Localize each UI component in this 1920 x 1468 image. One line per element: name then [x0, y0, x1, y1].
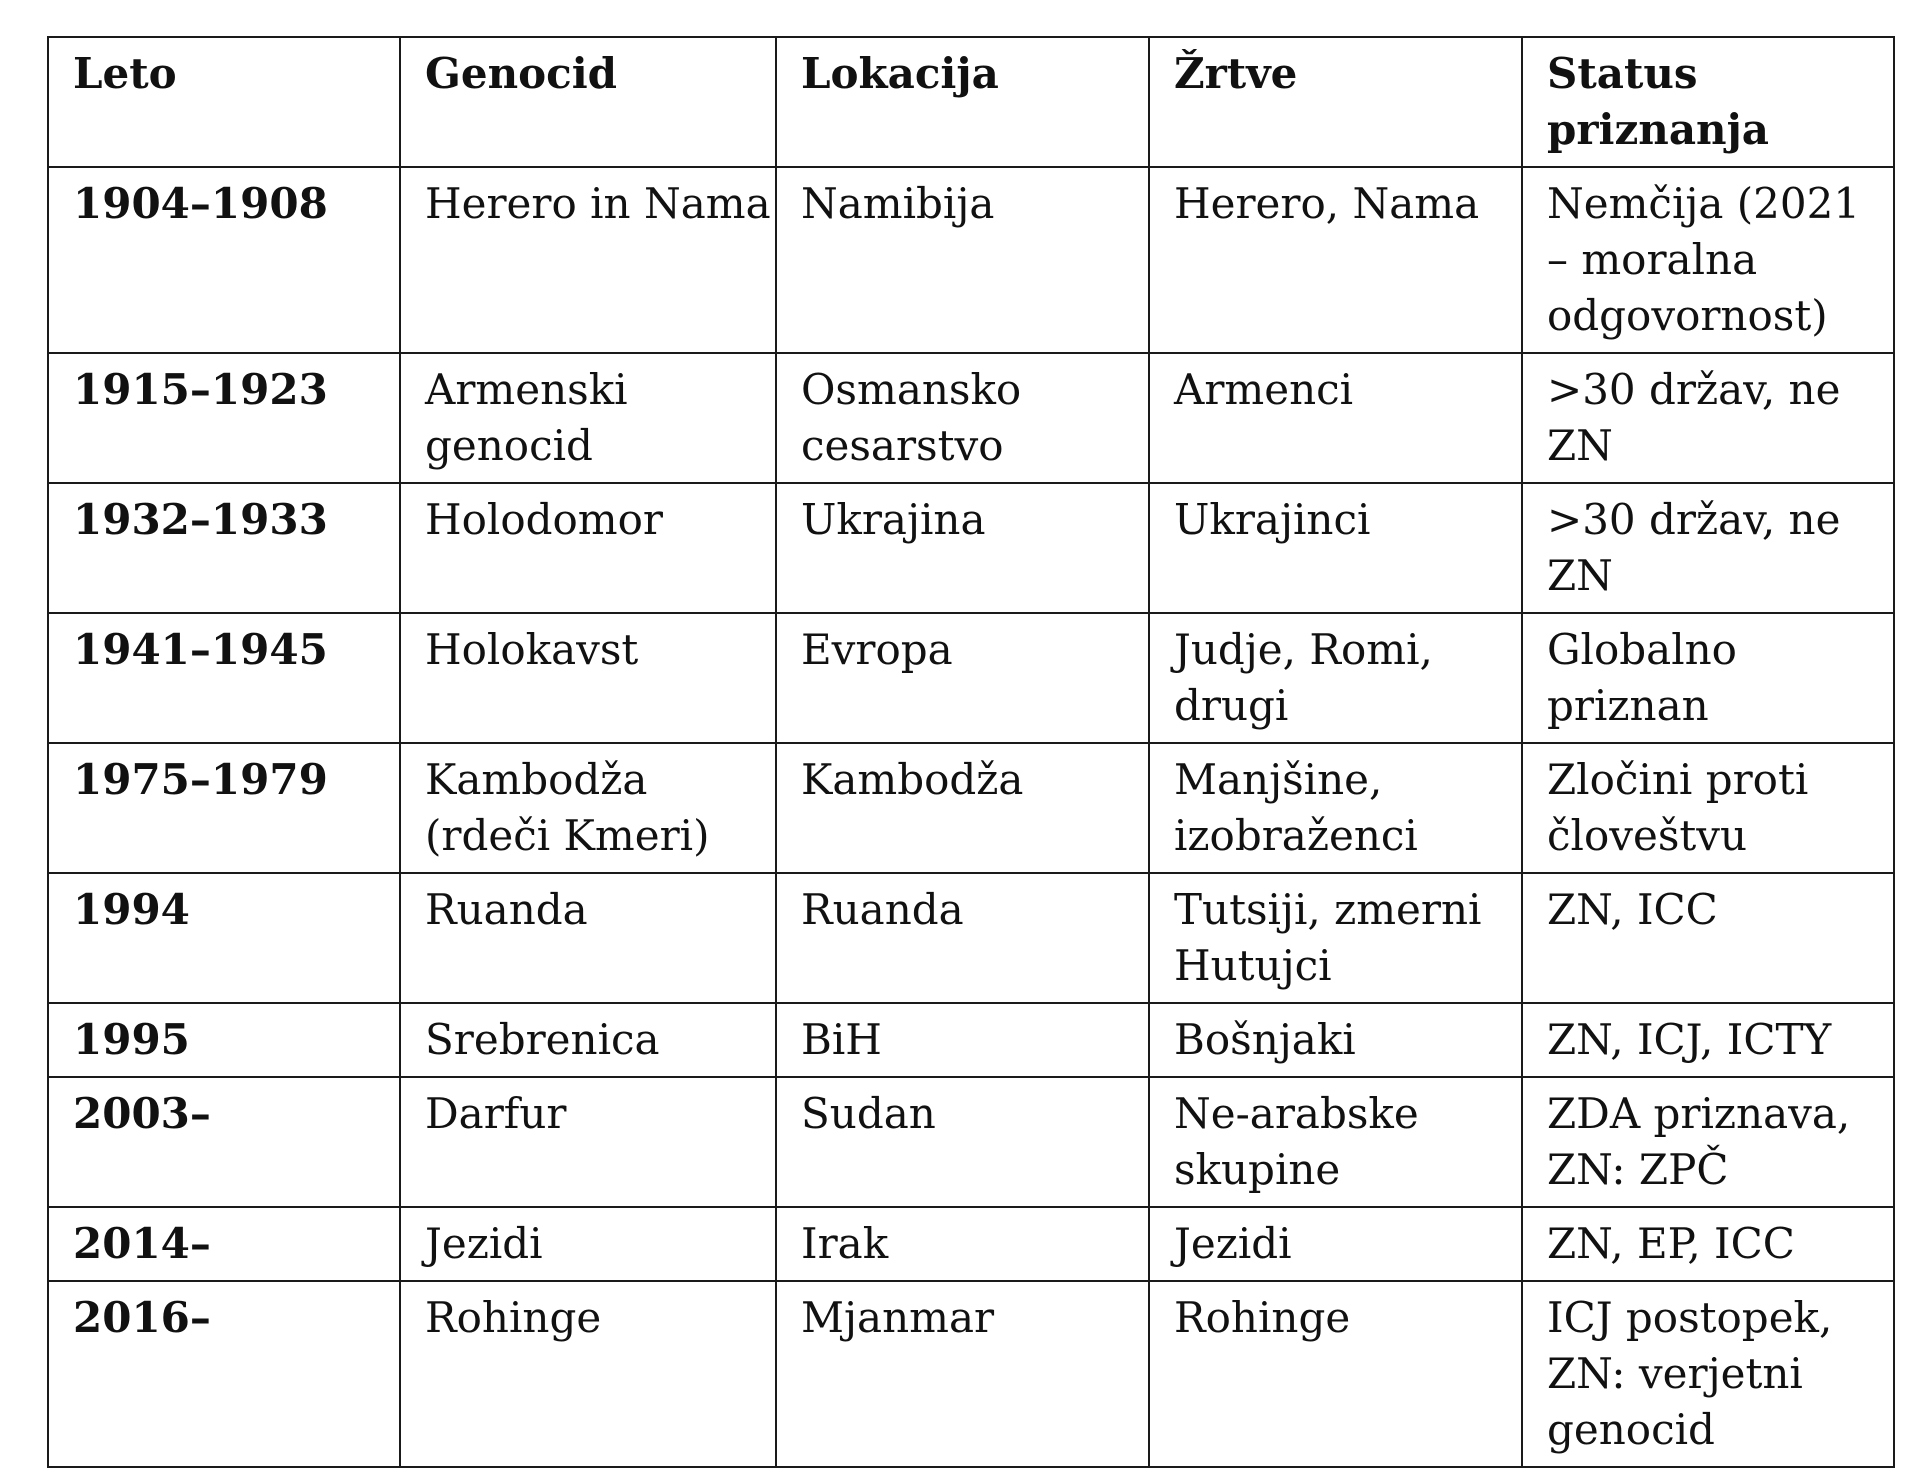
- cell-location: Sudan: [776, 1077, 1149, 1207]
- cell-year: 1904–1908: [48, 167, 400, 353]
- table-row: [48, 1003, 1894, 1077]
- cell-recognition-status: ZN, ICC: [1522, 873, 1894, 1003]
- cell-recognition-status: Zločini proti človeštvu: [1522, 743, 1894, 873]
- header-location: Lokacija: [776, 37, 1149, 167]
- cell-location: Mjanmar: [776, 1281, 1149, 1467]
- cell-location: Ruanda: [776, 873, 1149, 1003]
- cell-genocide: Srebrenica: [400, 1003, 776, 1077]
- cell-victims: Bošnjaki: [1149, 1003, 1522, 1077]
- table-header-row: [48, 37, 1894, 167]
- cell-recognition-status: ZDA priznava, ZN: ZPČ: [1522, 1077, 1894, 1207]
- cell-recognition-status: ZN, EP, ICC: [1522, 1207, 1894, 1281]
- cell-location: Ukrajina: [776, 483, 1149, 613]
- cell-genocide: Kambodža (rdeči Kmeri): [400, 743, 776, 873]
- cell-location: Kambodža: [776, 743, 1149, 873]
- cell-genocide: Armenski genocid: [400, 353, 776, 483]
- cell-genocide: Herero in Nama: [400, 167, 776, 353]
- cell-location: Namibija: [776, 167, 1149, 353]
- cell-year: 1995: [48, 1003, 400, 1077]
- cell-victims: Judje, Romi, drugi: [1149, 613, 1522, 743]
- cell-year: 1941–1945: [48, 613, 400, 743]
- cell-recognition-status: >30 držav, ne ZN: [1522, 353, 1894, 483]
- table-body: [48, 37, 1894, 1467]
- cell-year: 1932–1933: [48, 483, 400, 613]
- table-row: [48, 483, 1894, 613]
- cell-recognition-status: Nemčija (2021 – moralna odgovornost): [1522, 167, 1894, 353]
- table-row: [48, 1077, 1894, 1207]
- cell-victims: Armenci: [1149, 353, 1522, 483]
- table-row: [48, 873, 1894, 1003]
- cell-year: 1994: [48, 873, 400, 1003]
- table-row: [48, 743, 1894, 873]
- cell-genocide: Holodomor: [400, 483, 776, 613]
- table-row: [48, 1281, 1894, 1467]
- cell-location: Irak: [776, 1207, 1149, 1281]
- cell-year: 2003–: [48, 1077, 400, 1207]
- header-year: Leto: [48, 37, 400, 167]
- cell-victims: Jezidi: [1149, 1207, 1522, 1281]
- cell-genocide: Ruanda: [400, 873, 776, 1003]
- cell-genocide: Darfur: [400, 1077, 776, 1207]
- table-row: [48, 1207, 1894, 1281]
- cell-year: 1975–1979: [48, 743, 400, 873]
- cell-location: BiH: [776, 1003, 1149, 1077]
- cell-recognition-status: Globalno priznan: [1522, 613, 1894, 743]
- cell-victims: Rohinge: [1149, 1281, 1522, 1467]
- cell-genocide: Jezidi: [400, 1207, 776, 1281]
- genocide-table: [47, 36, 1895, 1468]
- cell-year: 2014–: [48, 1207, 400, 1281]
- header-genocide: Genocid: [400, 37, 776, 167]
- cell-victims: Tutsiji, zmerni Hutujci: [1149, 873, 1522, 1003]
- cell-recognition-status: ZN, ICJ, ICTY: [1522, 1003, 1894, 1077]
- cell-genocide: Holokavst: [400, 613, 776, 743]
- cell-victims: Herero, Nama: [1149, 167, 1522, 353]
- cell-genocide: Rohinge: [400, 1281, 776, 1467]
- table-row: [48, 613, 1894, 743]
- cell-location: Evropa: [776, 613, 1149, 743]
- table-row: [48, 167, 1894, 353]
- cell-victims: Ukrajinci: [1149, 483, 1522, 613]
- cell-year: 2016–: [48, 1281, 400, 1467]
- header-victims: Žrtve: [1149, 37, 1522, 167]
- cell-victims: Manjšine, izobraženci: [1149, 743, 1522, 873]
- cell-recognition-status: >30 držav, ne ZN: [1522, 483, 1894, 613]
- cell-recognition-status: ICJ postopek, ZN: verjetni genocid: [1522, 1281, 1894, 1467]
- cell-year: 1915–1923: [48, 353, 400, 483]
- cell-victims: Ne-arabske skupine: [1149, 1077, 1522, 1207]
- cell-location: Osmansko cesarstvo: [776, 353, 1149, 483]
- table-row: [48, 353, 1894, 483]
- header-recognition-status: Status priznanja: [1522, 37, 1894, 167]
